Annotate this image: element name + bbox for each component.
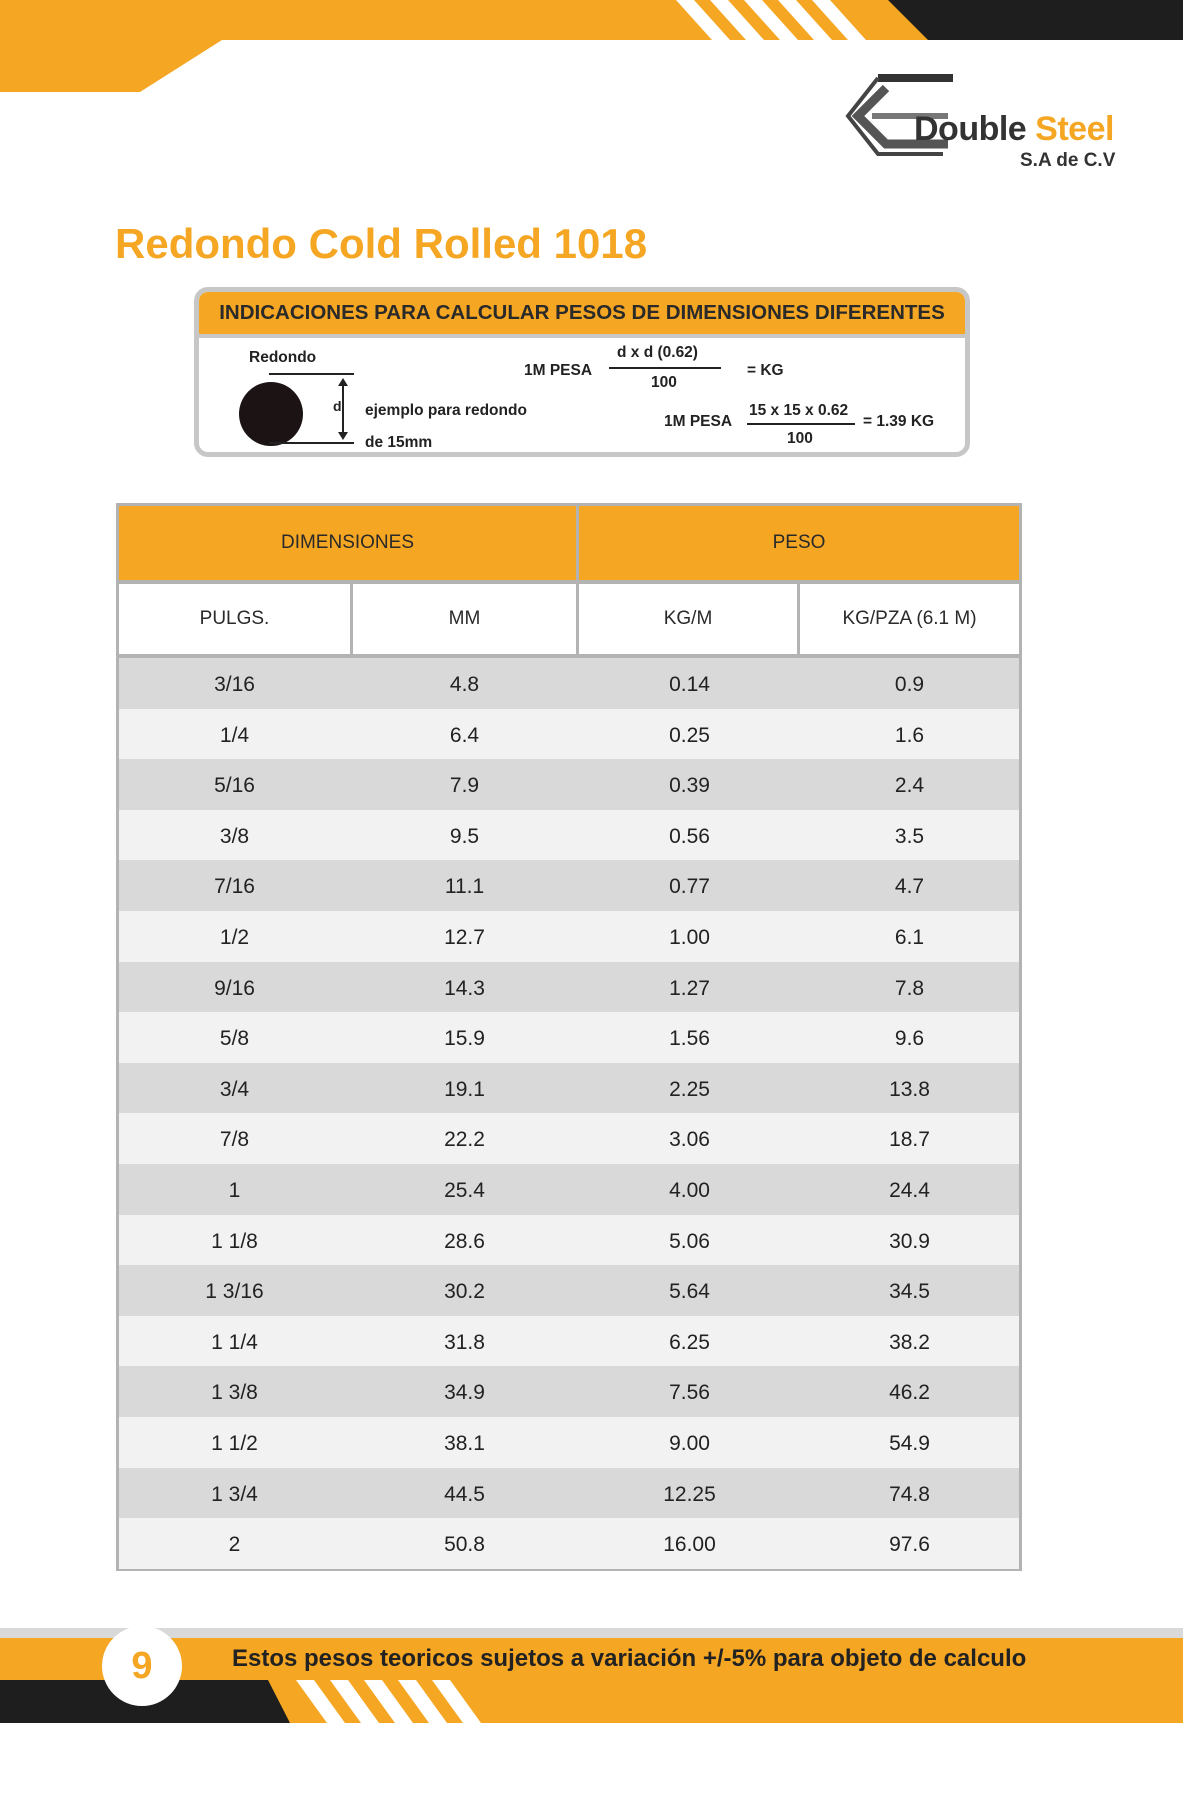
table-row	[119, 1113, 1019, 1164]
table-cell: 38.2	[889, 1330, 930, 1354]
table-cell: 6.25	[669, 1330, 710, 1354]
table-cell: 5.64	[669, 1280, 710, 1304]
table-cell: 9.00	[669, 1432, 710, 1455]
table-cell: 38.1	[444, 1432, 485, 1455]
group-header-weight: PESO	[579, 506, 1019, 580]
table-cell: 1 3/16	[205, 1280, 264, 1304]
table-row	[119, 1164, 1019, 1215]
table-row	[119, 658, 1019, 709]
round-bar-icon	[239, 382, 303, 446]
company-logo	[838, 70, 1128, 180]
table-cell: 46.2	[889, 1381, 930, 1405]
table-cell: 34.9	[444, 1381, 485, 1405]
table-cell: 7.56	[669, 1381, 710, 1405]
table-cell: 1.6	[894, 723, 925, 747]
table-cell: 5/8	[219, 1027, 250, 1051]
column-header-mm: MM	[353, 584, 576, 654]
table-cell: 1.56	[669, 1027, 710, 1051]
table-cell: 25.4	[444, 1179, 485, 1202]
table-cell: 22.2	[444, 1128, 485, 1152]
table-cell: 14.3	[444, 976, 485, 1000]
shape-label: Redondo	[249, 349, 317, 366]
group-header-dimensions: DIMENSIONES	[119, 506, 576, 580]
table-cell: 1/4	[219, 723, 250, 747]
table-cell: 3.5	[894, 824, 925, 848]
table-row	[119, 1063, 1019, 1114]
column-header-inches: PULGS.	[119, 584, 350, 654]
table-cell: 4.00	[669, 1179, 710, 1202]
table-cell: 15.9	[444, 1027, 485, 1051]
example-formula-prefix: 1M PESA	[664, 413, 733, 430]
example-formula-denominator: 100	[787, 430, 813, 447]
example-formula-numerator: 15 x 15 x 0.62	[749, 402, 849, 419]
table-cell: 7.8	[894, 976, 925, 1000]
table-cell: 2	[228, 1533, 241, 1557]
table-cell: 19.1	[444, 1077, 485, 1101]
table-row	[119, 810, 1019, 861]
table-cell: 9.6	[894, 1027, 925, 1051]
table-cell: 7.9	[449, 774, 480, 798]
weights-table	[116, 503, 1022, 1571]
table-row	[119, 1265, 1019, 1316]
table-cell: 0.14	[669, 673, 710, 696]
table-cell: 28.6	[444, 1229, 485, 1253]
table-row	[119, 1366, 1019, 1417]
table-cell: 24.4	[889, 1179, 930, 1202]
table-cell: 5.06	[669, 1229, 710, 1253]
table-row	[119, 1316, 1019, 1367]
table-cell: 30.2	[444, 1280, 485, 1304]
table-row	[119, 860, 1019, 911]
footer-note: Estos pesos teoricos sujetos a variación +/-5% para objeto de calculo	[232, 1645, 1027, 1672]
table-cell: 97.6	[889, 1533, 930, 1557]
table-cell: 0.39	[669, 774, 710, 798]
instructions-heading: INDICACIONES PARA CALCULAR PESOS DE DIMENSIONES DIFERENTES	[199, 292, 965, 338]
dimension-symbol: d	[333, 398, 342, 414]
table-cell: 1 3/8	[211, 1381, 258, 1405]
table-cell: 6.1	[894, 926, 925, 949]
formula-result: = KG	[747, 362, 784, 379]
table-row	[119, 1012, 1019, 1063]
table-row	[119, 709, 1019, 760]
table-row	[119, 1468, 1019, 1519]
table-cell: 1 1/2	[211, 1432, 258, 1455]
table-cell: 1.27	[669, 976, 710, 1000]
table-cell: 11.1	[444, 875, 485, 899]
table-cell: 9/16	[214, 976, 255, 1000]
logo-suffix: S.A de C.V	[1020, 150, 1116, 171]
table-cell: 1.00	[669, 926, 710, 949]
table-cell: 54.9	[889, 1432, 930, 1455]
table-row	[119, 759, 1019, 810]
table-cell: 30.9	[889, 1229, 930, 1253]
instructions-box	[194, 287, 970, 457]
table-cell: 18.7	[889, 1128, 930, 1152]
table-cell: 16.00	[663, 1533, 716, 1557]
example-formula-result: = 1.39 KG	[863, 413, 935, 430]
logo-name-part1: Double	[914, 110, 1027, 148]
table-cell: 6.4	[449, 723, 480, 747]
table-cell: 1 1/8	[211, 1229, 258, 1253]
table-cell: 1 1/4	[211, 1330, 258, 1354]
table-cell: 74.8	[889, 1482, 930, 1506]
column-header-kg-per-m: KG/M	[579, 584, 797, 654]
column-divider-3	[797, 584, 800, 658]
table-cell: 50.8	[444, 1533, 485, 1557]
table-row	[119, 911, 1019, 962]
page-number: 9	[102, 1626, 182, 1706]
diameter-bottom-line	[269, 442, 354, 444]
table-cell: 0.25	[669, 723, 710, 747]
diameter-top-line	[269, 373, 354, 375]
table-cell: 34.5	[889, 1280, 930, 1304]
table-cell: 9.5	[449, 824, 480, 848]
page-title: Redondo Cold Rolled 1018	[115, 220, 648, 267]
dimension-line	[342, 384, 344, 434]
column-header-kg-per-piece: KG/PZA (6.1 M)	[800, 584, 1019, 654]
table-cell: 3/4	[219, 1077, 250, 1101]
table-cell: 2.4	[894, 774, 925, 798]
table-cell: 0.9	[894, 673, 925, 696]
table-cell: 5/16	[214, 774, 255, 798]
table-row	[119, 1417, 1019, 1468]
table-row	[119, 1215, 1019, 1266]
table-cell: 12.7	[444, 926, 485, 949]
group-divider	[576, 506, 579, 658]
table-cell: 1/2	[219, 926, 250, 949]
table-cell: 2.25	[669, 1077, 710, 1101]
table-cell: 4.8	[449, 673, 480, 696]
table-cell: 3.06	[669, 1128, 710, 1152]
table-cell: 44.5	[444, 1482, 485, 1506]
arrow-down-icon	[338, 432, 348, 440]
table-cell: 0.77	[669, 875, 710, 899]
table-cell: 7/16	[214, 875, 255, 899]
table-cell: 31.8	[444, 1330, 485, 1354]
logo-name	[914, 110, 1114, 149]
formula-fraction-bar	[609, 367, 721, 369]
formula-prefix: 1M PESA	[524, 362, 593, 379]
table-cell: 13.8	[889, 1077, 930, 1101]
example-label-line2: de 15mm	[365, 434, 433, 451]
formula-numerator: d x d (0.62)	[617, 344, 698, 361]
example-fraction-bar	[747, 423, 855, 425]
table-row	[119, 1518, 1019, 1569]
column-divider-1	[350, 584, 353, 658]
table-cell: 0.56	[669, 824, 710, 848]
table-cell: 1 3/4	[211, 1482, 258, 1506]
table-cell: 3/16	[214, 673, 255, 696]
example-label-line1: ejemplo para redondo	[365, 402, 527, 419]
table-cell: 7/8	[219, 1128, 250, 1152]
table-cell: 1	[228, 1179, 241, 1202]
logo-name-part2: Steel	[1035, 110, 1114, 148]
table-cell: 3/8	[219, 824, 250, 848]
table-cell: 4.7	[894, 875, 925, 899]
table-cell: 12.25	[663, 1482, 716, 1506]
table-row	[119, 962, 1019, 1013]
formula-denominator: 100	[651, 374, 677, 391]
